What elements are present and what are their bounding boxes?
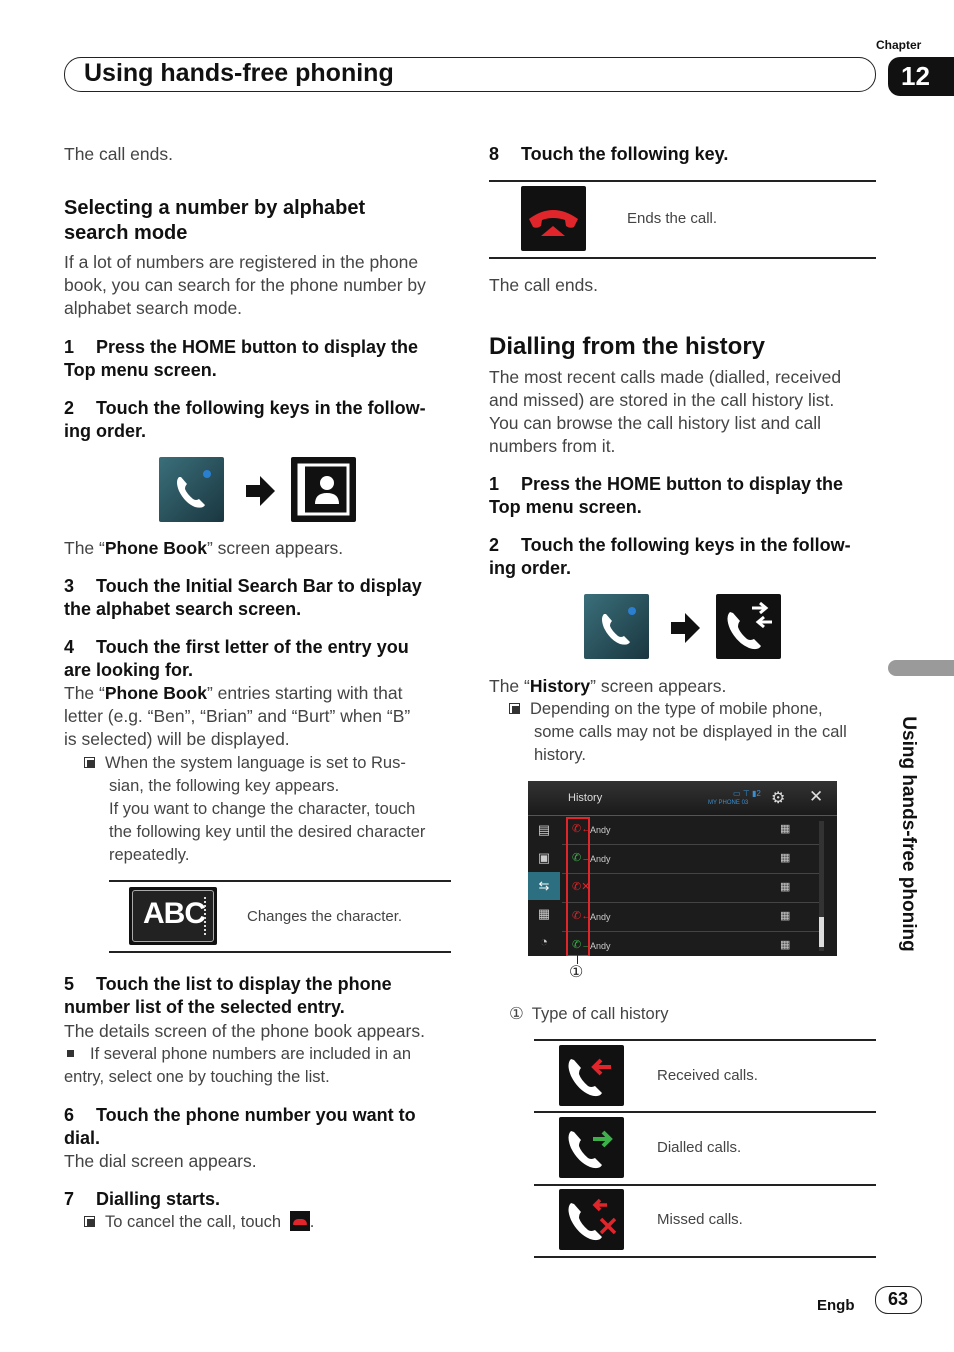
close-icon[interactable]: ✕ [809, 787, 824, 806]
intro-line: numbers from it. [489, 436, 616, 456]
phone-key[interactable] [159, 457, 224, 522]
call-ends-text: The call ends. [489, 275, 598, 295]
step-text: Touch the list to display the phone [96, 974, 392, 994]
step-text: Touch the first letter of the entry you [96, 637, 409, 657]
screen-title: History [568, 792, 603, 804]
step-number: 8 [489, 144, 500, 164]
body-line: letter (e.g. “Ben”, “Brian” and “Burt” when “B” [64, 706, 411, 726]
intro-line: book, you can search for the phone number by [64, 275, 426, 295]
end-call-icon [521, 186, 586, 251]
row-contact-icon[interactable]: ▦ [780, 823, 791, 835]
footer-lang: Engb [817, 1297, 855, 1314]
received-call-icon [559, 1045, 624, 1106]
history-appears [489, 675, 726, 698]
callout-marker: ① [569, 964, 584, 981]
sidebar-contact-icon[interactable]: ▣ [537, 850, 551, 865]
step-1 [64, 336, 418, 382]
phonebook-icon [291, 457, 356, 522]
abc-key-label: ABC [143, 897, 205, 930]
chapter-badge [888, 57, 954, 96]
step-4 [64, 636, 409, 682]
sidebar-phonebook-icon[interactable]: ▤ [537, 822, 551, 837]
note-checkbox-icon [84, 1216, 95, 1227]
step-text: Press the HOME button to display the [521, 474, 844, 494]
received-call-icon: ✆← [572, 823, 593, 835]
abc-key[interactable] [129, 887, 217, 945]
step-6-body: The dial screen appears. [64, 1151, 257, 1171]
body-line: is selected) will be displayed. [64, 729, 290, 749]
intro-line: alphabet search mode. [64, 298, 243, 318]
table-rule [109, 951, 451, 953]
note-punct: . [309, 1213, 315, 1231]
row-contact-icon[interactable]: ▦ [780, 881, 791, 893]
text-fragment: The “ [64, 683, 105, 703]
step-number: 6 [64, 1105, 75, 1125]
note-line: repeatedly. [109, 846, 190, 864]
note-line: If you want to change the character, touch [109, 800, 416, 818]
step-text: Touch the following key. [521, 144, 729, 164]
screen-sidebar [528, 816, 560, 956]
sidebar-bluetooth-icon[interactable]: ◔ [540, 934, 548, 949]
bullet-square-icon [67, 1050, 74, 1057]
missed-call-icon: ✆✕ [572, 881, 591, 893]
settings-icon[interactable]: ⚙ [771, 790, 786, 807]
note-line: When the system language is set to Rus- [105, 754, 406, 772]
step-5-body: The details screen of the phone book appears. [64, 1021, 425, 1041]
step-number: 3 [64, 576, 75, 596]
table-rule [534, 1039, 876, 1041]
side-tab-bar [888, 660, 954, 676]
callout-label: Type of call history [531, 1005, 669, 1023]
callout-legend [509, 1003, 668, 1026]
history-note [509, 698, 879, 767]
step-number: 5 [64, 974, 75, 994]
phone-key[interactable] [584, 594, 649, 659]
abc-key-desc: Changes the character. [247, 908, 403, 925]
contact-name: Andy [590, 854, 611, 864]
page-number: 63 [888, 1289, 909, 1309]
missed-calls-desc: Missed calls. [657, 1211, 743, 1228]
step-2 [64, 397, 426, 443]
bullet-line: entry, select one by touching the list. [64, 1068, 330, 1086]
call-ends-text: The call ends. [64, 144, 173, 164]
step-number: 1 [64, 337, 75, 357]
screen-header [528, 781, 837, 816]
row-contact-icon[interactable]: ▦ [780, 939, 791, 951]
step-3 [64, 575, 422, 621]
arrow-right-icon [244, 475, 276, 507]
note-line: history. [534, 746, 586, 764]
text-fragment: ” screen appears. [590, 676, 727, 696]
step-7 [64, 1188, 220, 1211]
table-rule [534, 1111, 876, 1113]
intro-line: and missed) are stored in the call history list. [489, 390, 835, 410]
step-text: Top menu screen. [64, 360, 217, 380]
dialled-calls-desc: Dialled calls. [657, 1139, 742, 1156]
intro-line: You can browse the call history list and call [489, 413, 822, 433]
note-checkbox-icon [509, 703, 520, 714]
text-fragment: The “ [489, 676, 530, 696]
missed-call-icon [559, 1189, 624, 1250]
received-calls-desc: Received calls. [657, 1067, 758, 1084]
end-call-desc: Ends the call. [627, 210, 718, 227]
text-fragment: ” screen appears. [206, 538, 344, 558]
sidebar-keypad-icon[interactable]: ▦ [537, 906, 551, 921]
step-number: 2 [489, 535, 500, 555]
table-row[interactable] [562, 874, 822, 903]
step-number: 7 [64, 1189, 75, 1209]
table-row[interactable] [562, 845, 822, 874]
table-row[interactable] [562, 903, 822, 932]
step-text: Top menu screen. [489, 497, 642, 517]
step-6 [64, 1104, 416, 1150]
table-rule [534, 1256, 876, 1258]
phone-handset-icon [159, 457, 224, 522]
step-5 [64, 973, 392, 1019]
history-section-title: Dialling from the history [489, 333, 766, 360]
step-number: 2 [64, 398, 75, 418]
note-checkbox-icon [84, 757, 95, 768]
table-rule [489, 180, 876, 182]
phonebook-key[interactable] [291, 457, 356, 522]
section-intro [64, 251, 426, 320]
text-bold: Phone Book [104, 683, 207, 703]
text-bold: History [529, 676, 591, 696]
contact-name: Andy [590, 825, 611, 835]
intro-line: The most recent calls made (dialled, received [489, 367, 842, 387]
step-text: Dialling starts. [96, 1189, 221, 1209]
step-7-note [84, 1211, 314, 1234]
step-text: are looking for. [64, 660, 194, 680]
contact-name: Andy [590, 912, 611, 922]
step-text: number list of the selected entry. [64, 997, 345, 1017]
section-title-line1: Selecting a number by alphabet [64, 197, 366, 219]
russian-note [84, 752, 464, 867]
table-row[interactable] [562, 816, 822, 845]
sidebar-history-icon[interactable]: ⇆ [528, 872, 560, 900]
page-title: Using hands-free phoning [84, 59, 394, 87]
step-text: ing order. [489, 558, 572, 578]
step-5-bullet [64, 1043, 454, 1089]
note-line: To cancel the call, touch [105, 1213, 282, 1231]
page-number-badge [875, 1286, 922, 1314]
table-rule [109, 880, 451, 882]
history-step-1 [489, 473, 843, 519]
text-fragment: The “ [64, 538, 105, 558]
note-line: sian, the following key appears. [109, 777, 340, 795]
text-fragment: ” entries starting with that [206, 683, 403, 703]
step-text: ing order. [64, 421, 147, 441]
history-list [562, 816, 822, 956]
table-rule [534, 1184, 876, 1186]
step-4-body [64, 682, 410, 751]
note-line: the following key until the desired character [109, 823, 426, 841]
end-call-small-icon[interactable] [290, 1211, 310, 1231]
side-tab-label: Using hands-free phoning [898, 716, 919, 952]
dialled-call-icon: ✆→ [572, 852, 593, 864]
row-contact-icon[interactable]: ▦ [780, 852, 791, 864]
row-contact-icon[interactable]: ▦ [780, 910, 791, 922]
history-step-2 [489, 534, 851, 580]
history-screen [528, 781, 837, 956]
signal-icon: ▭ ⊤ ▮2 [733, 789, 761, 798]
history-key[interactable] [716, 594, 781, 659]
screen-status: MY PHONE 03 [708, 800, 749, 806]
step-text: Touch the phone number you want to [96, 1105, 416, 1125]
call-history-icon [716, 594, 781, 659]
arrow-right-icon [669, 612, 701, 644]
step-text: Touch the following keys in the follow- [521, 535, 851, 555]
intro-line: If a lot of numbers are registered in the phone [64, 252, 419, 272]
step-number: 4 [64, 637, 75, 657]
bullet-line: If several phone numbers are included in an [90, 1045, 412, 1063]
note-line: Depending on the type of mobile phone, [530, 700, 823, 718]
history-intro [489, 366, 841, 458]
table-row[interactable] [562, 932, 822, 956]
dialled-call-icon: ✆→ [572, 939, 593, 951]
callout-marker: ① [509, 1005, 524, 1023]
scrollbar[interactable] [819, 821, 824, 951]
dialled-call-icon [559, 1117, 624, 1178]
contact-name: Andy [590, 941, 611, 951]
callout-frame [566, 817, 593, 956]
phone-handset-icon [584, 594, 649, 659]
step-text: Press the HOME button to display the [96, 337, 419, 357]
step-text: Touch the Initial Search Bar to display [96, 576, 422, 596]
section-title-line2: search mode [64, 222, 188, 244]
step-text: the alphabet search screen. [64, 599, 302, 619]
phonebook-appears [64, 537, 343, 560]
step-8 [489, 143, 728, 166]
section-title [64, 196, 454, 246]
step-text: Touch the following keys in the follow- [96, 398, 426, 418]
step-number: 1 [489, 474, 500, 494]
table-rule [489, 257, 876, 259]
step-text: dial. [64, 1128, 101, 1148]
chapter-label: Chapter [876, 38, 922, 52]
note-line: some calls may not be displayed in the call [534, 723, 847, 741]
end-call-key[interactable] [521, 186, 586, 251]
received-call-icon: ✆← [572, 910, 593, 922]
text-bold: Phone Book [104, 538, 207, 558]
chapter-number: 12 [901, 61, 930, 91]
